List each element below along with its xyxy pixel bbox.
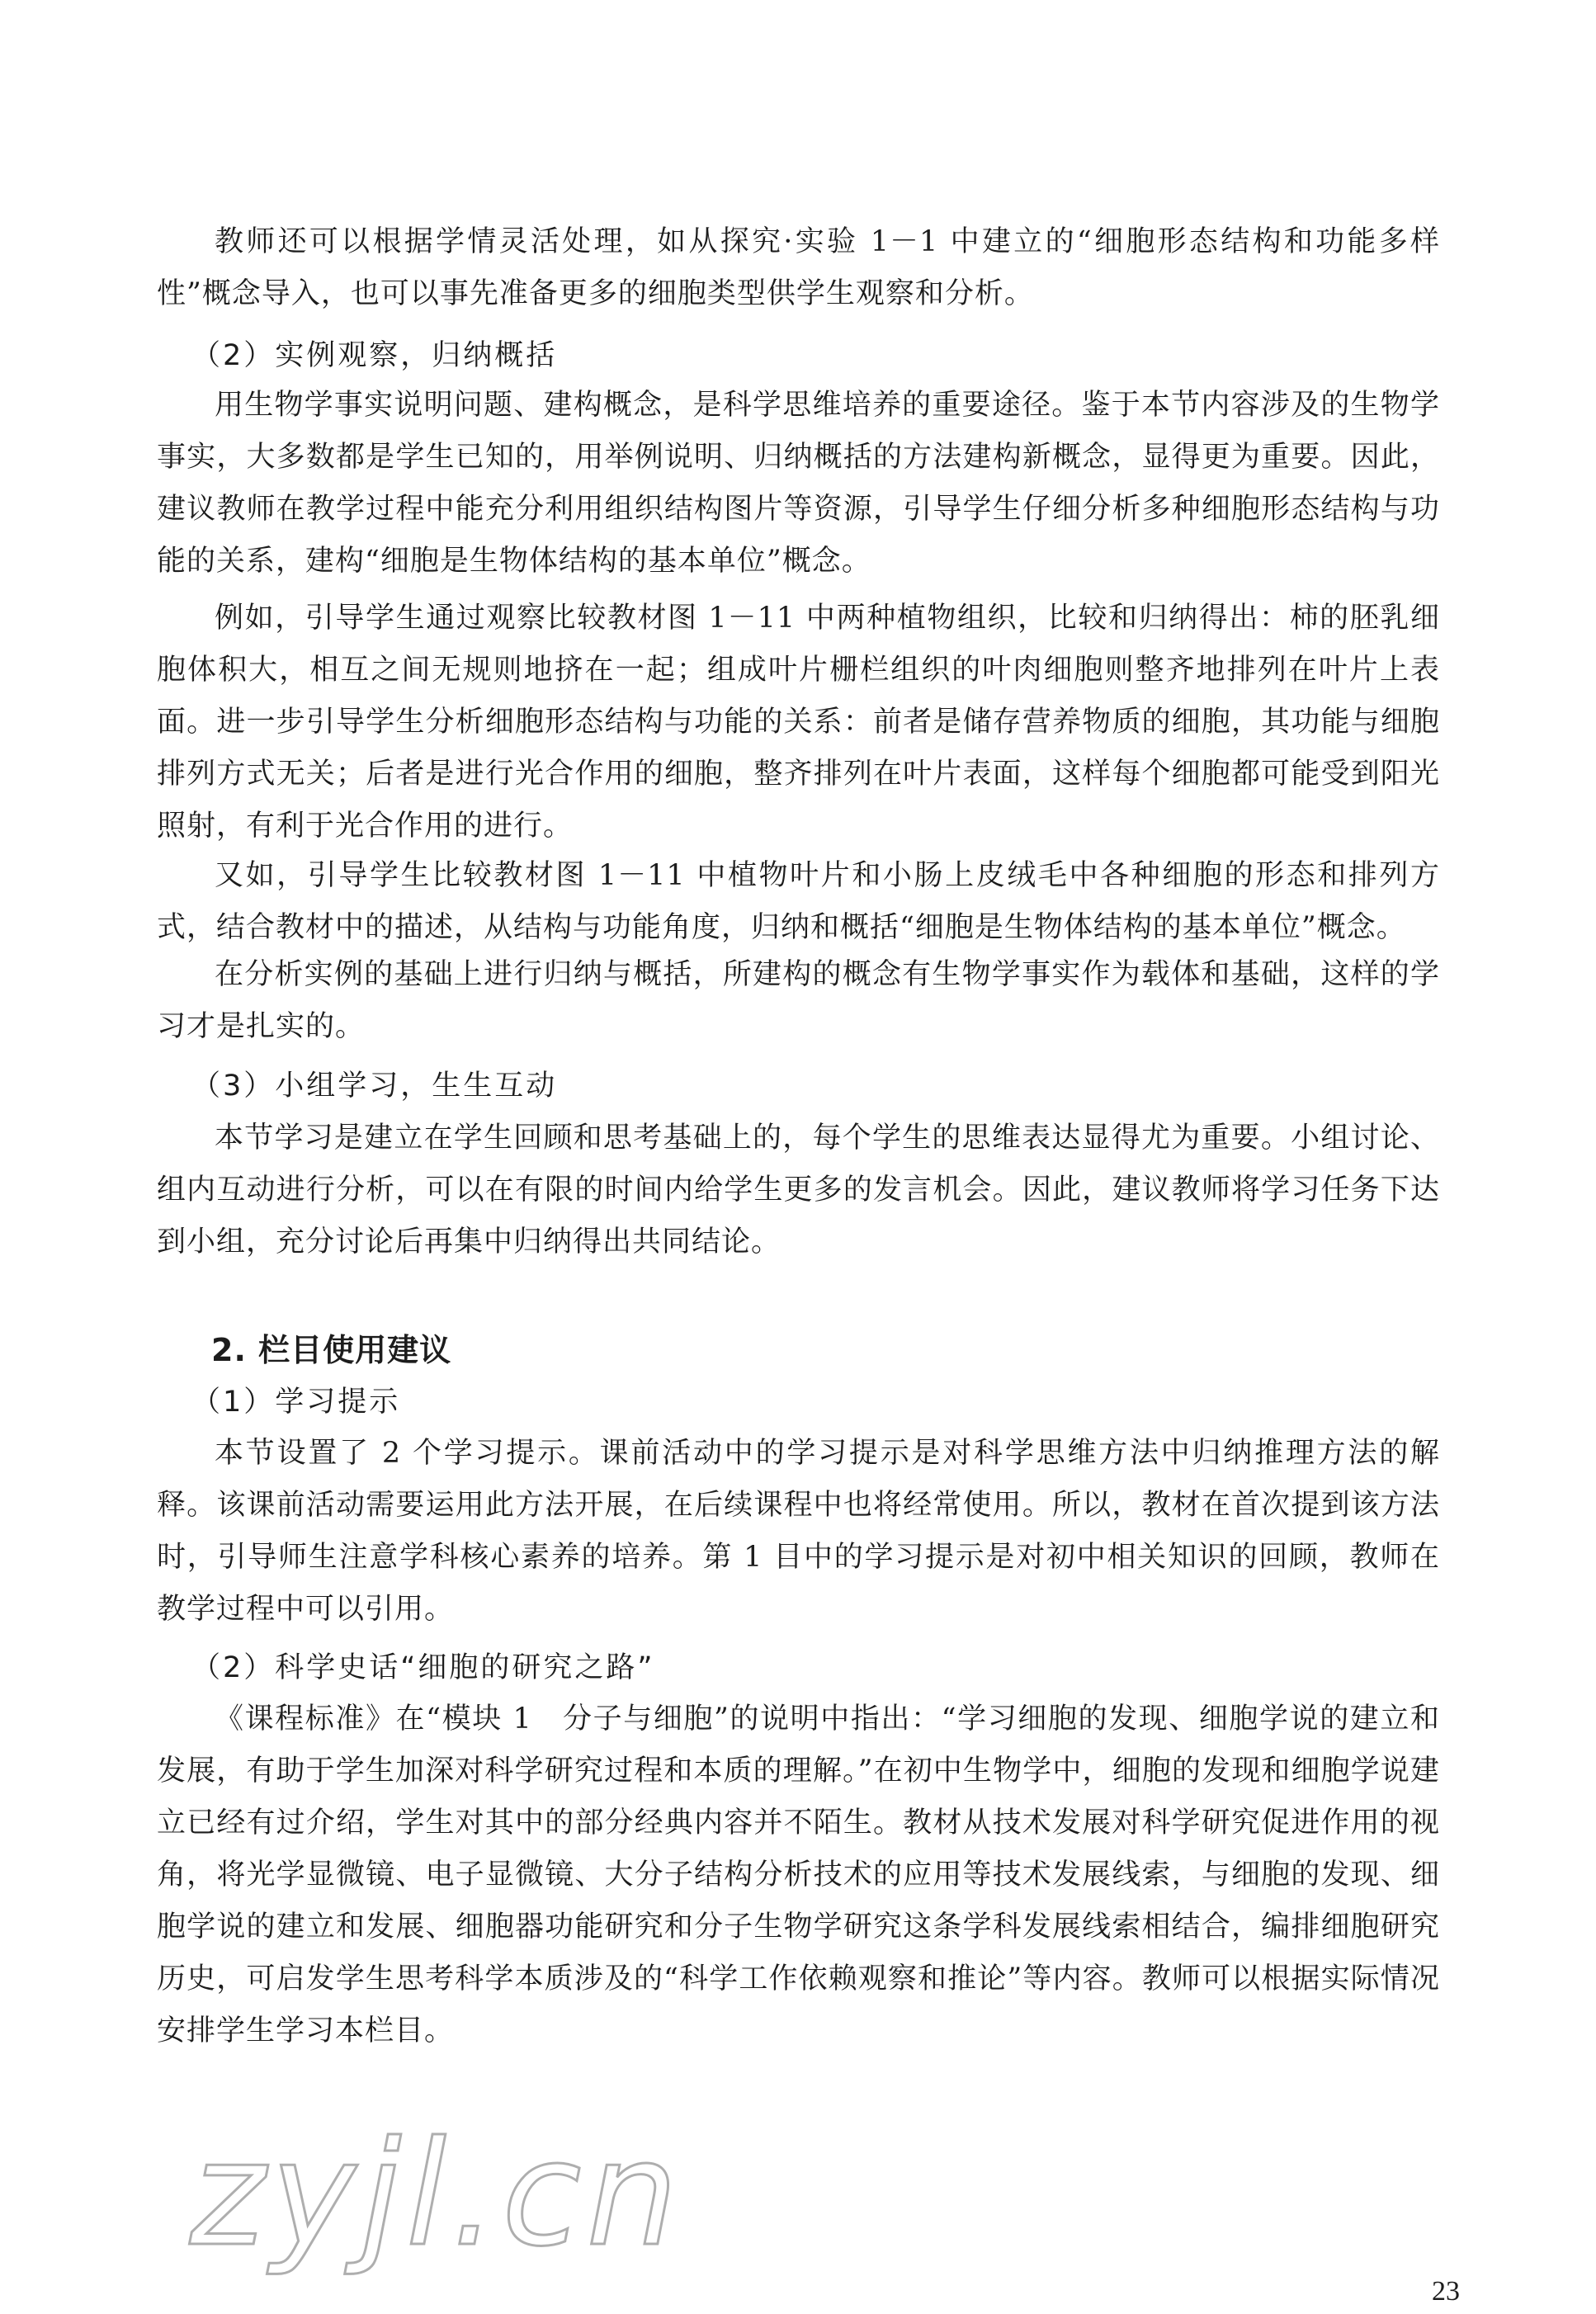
subheading-learning-tips: （1）学习提示 bbox=[191, 1386, 401, 1419]
paragraph-example-one: 例如，引导学生通过观察比较教材图 1－11 中两种植物组织，比较和归纳得出：柿的胚乳细胞体积大，相互之间无规则地挤在一起；组成叶片栅栏组织的叶肉细胞则整齐地排列在叶片上表面。进一步引导学生分析细胞形态结构与功能的关系：前者是储存营养物质的细胞，其功能与细胞排列方式无关；后者是进行光合作用的细胞，整齐排列在叶片表面，这样每个细胞都可能受到阳光照射，有利于光合作用的进行。 bbox=[157, 602, 1440, 843]
page-number: 23 bbox=[1432, 2276, 1460, 2307]
watermark-logo: zyjl.cn bbox=[190, 2111, 683, 2279]
paragraph-intro: 教师还可以根据学情灵活处理，如从探究·实验 1－1 中建立的“细胞形态结构和功能多样性”概念导入，也可以事先准备更多的细胞类型供学生观察和分析。 bbox=[157, 225, 1440, 310]
paragraph-facts: 用生物学事实说明问题、建构概念，是科学思维培养的重要途径。鉴于本节内容涉及的生物学事实，大多数都是学生已知的，用举例说明、归纳概括的方法建构新概念，显得更为重要。因此，建议教师在教学过程中能充分利用组织结构图片等资源，引导学生仔细分析多种细胞形态结构与功能的关系，建构“细胞是生物体结构的基本单位”概念。 bbox=[157, 389, 1440, 578]
paragraph-group-learning: 本节学习是建立在学生回顾和思考基础上的，每个学生的思维表达显得尤为重要。小组讨论、组内互动进行分析，可以在有限的时间内给学生更多的发言机会。因此，建议教师将学习任务下达到小组，充分讨论后再集中归纳得出共同结论。 bbox=[157, 1122, 1440, 1259]
section-heading-column-suggestions: 2. 栏目使用建议 bbox=[211, 1332, 452, 1368]
subheading-group-learning: （3）小组学习，生生互动 bbox=[191, 1070, 558, 1103]
paragraph-science-history: 《课程标准》在“模块 1 分子与细胞”的说明中指出：“学习细胞的发现、细胞学说的建立和发展，有助于学生加深对科学研究过程和本质的理解。”在初中生物学中，细胞的发现和细胞学说建立已经有过介绍，学生对其中的部分经典内容并不陌生。教材从技术发展对科学研究促进作用的视角，将光学显微镜、电子显微镜、大分子结构分析技术的应用等技术发展线索，与细胞的发现、细胞学说的建立和发展、细胞器功能研究和分子生物学研究这条学科发展线索相结合，编排细胞研究历史，可启发学生思考科学本质涉及的“科学工作依赖观察和推论”等内容。教师可以根据实际情况安排学生学习本栏目。 bbox=[157, 1702, 1440, 2047]
subheading-science-history: （2）科学史话“细胞的研究之路” bbox=[191, 1651, 655, 1684]
subheading-example-observation: （2）实例观察，归纳概括 bbox=[191, 339, 558, 372]
paragraph-example-two: 又如，引导学生比较教材图 1－11 中植物叶片和小肠上皮绒毛中各种细胞的形态和排列方式，结合教材中的描述，从结构与功能角度，归纳和概括“细胞是生物体结构的基本单位”概念。 bbox=[157, 859, 1440, 944]
paragraph-learning-tips: 本节设置了 2 个学习提示。课前活动中的学习提示是对科学思维方法中归纳推理方法的解释。该课前活动需要运用此方法开展，在后续课程中也将经常使用。所以，教材在首次提到该方法时，引导师生注意学科核心素养的培养。第 1 目中的学习提示是对初中相关知识的回顾，教师在教学过程中可以引用。 bbox=[157, 1437, 1440, 1626]
paragraph-induction: 在分析实例的基础上进行归纳与概括，所建构的概念有生物学事实作为载体和基础，这样的学习才是扎实的。 bbox=[157, 958, 1440, 1043]
